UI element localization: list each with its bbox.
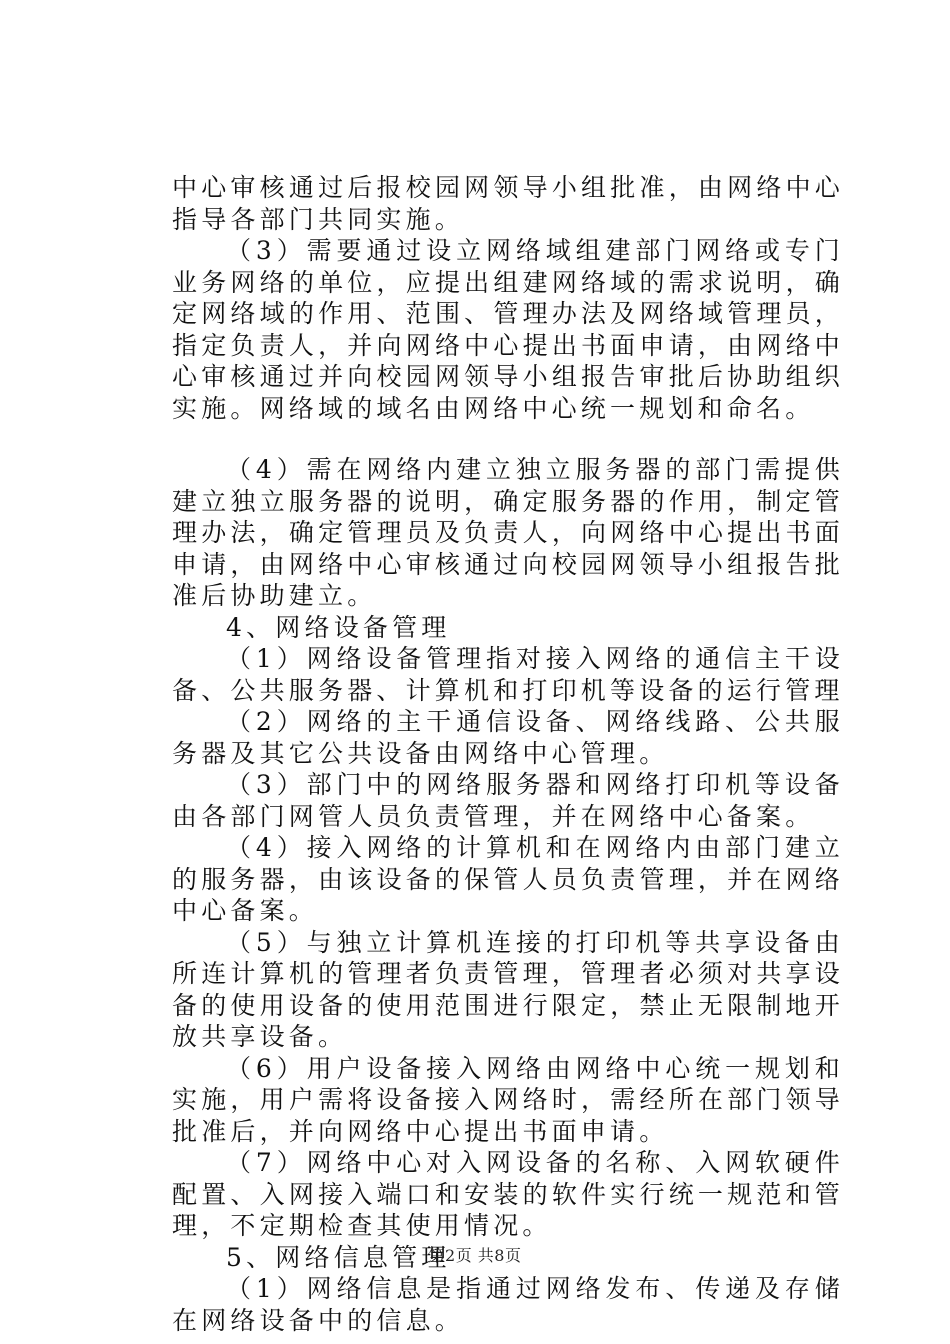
paragraph-device-item-6: （6）用户设备接入网络由网络中心统一规划和实施，用户需将设备接入网络时，需经所在部门领导批准后，并向网络中心提出书面申请。	[172, 1053, 844, 1146]
paragraph-continuation: 中心审核通过后报校园网领导小组批准，由网络中心指导各部门共同实施。	[172, 173, 844, 234]
document-body	[172, 172, 844, 1336]
section-heading-device-management: 4、网络设备管理	[226, 612, 451, 642]
paragraph-device-item-5: （5）与独立计算机连接的打印机等共享设备由所连计算机的管理者负责管理，管理者必须对共享设备的使用设备的使用范围进行限定，禁止无限制地开放共享设备。	[172, 927, 844, 1051]
paragraph-device-item-2: （2）网络的主干通信设备、网络线路、公共服务器及其它公共设备由网络中心管理。	[172, 707, 844, 768]
paragraph-device-item-3: （3）部门中的网络服务器和网络打印机等设备由各部门网管人员负责管理，并在网络中心备案。	[172, 770, 844, 831]
paragraph-item-3-network-domain: （3）需要通过设立网络域组建部门网络或专门业务网络的单位，应提出组建网络域的需求说明，确定网络域的作用、范围、管理办法及网络域管理员，指定负责人，并向网络中心提出书面申请，由网络中心审核通过并向校园网领导小组报告审批后协助组织实施。网络域的域名由网络中心统一规划和命名。	[172, 236, 844, 423]
paragraph-item-4-independent-server: （4）需在网络内建立独立服务器的部门需提供建立独立服务器的说明，确定服务器的作用，制定管理办法，确定管理员及负责人，向网络中心提出书面申请，由网络中心审核通过向校园网领导小组报告批准后协助建立。	[172, 455, 844, 610]
paragraph-device-item-1: （1）网络设备管理指对接入网络的通信主干设备、公共服务器、计算机和打印机等设备的运行管理	[172, 644, 844, 705]
paragraph-device-item-7: （7）网络中心对入网设备的名称、入网软硬件配置、入网接入端口和安装的软件实行统一规范和管理，不定期检查其使用情况。	[172, 1148, 844, 1240]
paragraph-device-item-4: （4）接入网络的计算机和在网络内由部门建立的服务器，由该设备的保管人员负责管理，并在网络中心备案。	[172, 833, 844, 925]
paragraph-information-item-1: （1）网络信息是指通过网络发布、传递及存储在网络设备中的信息。	[172, 1274, 844, 1335]
page-number-footer: 第2页 共8页	[428, 1246, 522, 1265]
section-heading-information-management: 5、网络信息管理	[226, 1242, 451, 1272]
